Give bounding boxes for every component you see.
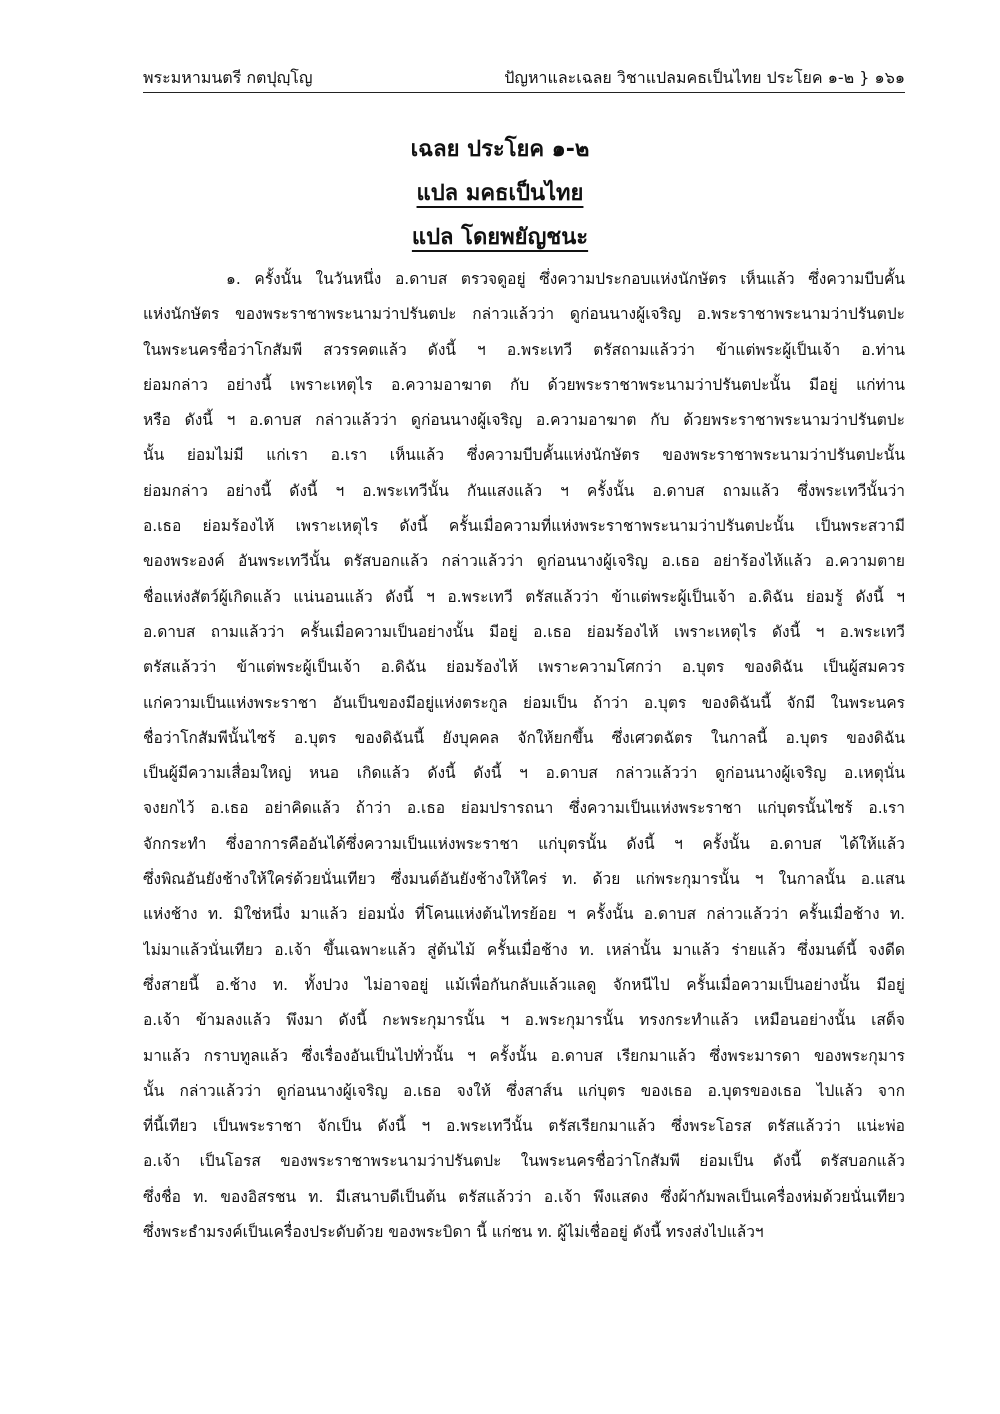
text-line: เป็นผู้มีความเสื่อมใหญ่ หนอ เกิดแล้ว ดังนี้ ดังนี้ ฯ อ.ดาบส กล่าวแล้วว่า ดูก่อนนางผู้เจริญ อ.เหตุนั่น [143, 764, 905, 783]
header-author: พระมหามนตรี กตปุญฺโญ [143, 68, 313, 87]
text-line: ๑. ครั้งนั้น ในวันหนึ่ง อ.ดาบส ตรวจดูอยู่ ซึ่งความประกอบแห่งนักษัตร เห็นแล้ว ซึ่งความบีบคั้น [226, 270, 905, 288]
text-line: อ.ดาบส ถามแล้วว่า ครั้นเมื่อความเป็นอย่างนั้น มีอยู่ อ.เธอ ย่อมร้องไห้ เพราะเหตุไร ดังนี้ ฯ อ.พระเทวี [143, 622, 905, 641]
text-line: ที่นี้เทียว เป็นพระราชา จักเป็น ดังนี้ ฯ อ.พระเทวีนั้น ตรัสเรียกมาแล้ว ซึ่งพระโอรส ตรัสแล้วว่า แน่ะพ่อ [143, 1117, 905, 1136]
text-line: อ.เจ้า ข้ามลงแล้ว พึงมา ดังนี้ กะพระกุมารนั้น ฯ อ.พระกุมารนั้น ทรงกระทำแล้ว เหมือนอย่างนั้น เสด็จ [143, 1011, 905, 1030]
text-line: ซึ่งพระธำมรงค์เป็นเครื่องประดับด้วย ของพระบิดา นี้ แก่ชน ท. ผู้ไม่เชื่ออยู่ ดังนี้ ทรงส่งไปแล้วฯ [143, 1223, 764, 1242]
text-line: จงยกไว้ อ.เธอ อย่าคิดแล้ว ถ้าว่า อ.เธอ ย่อมปรารถนา ซึ่งความเป็นแห่งพระราชา แก่บุตรนั้นไซร้ อ.เรา [143, 799, 905, 818]
text-line: แก่ความเป็นแห่งพระราชา อันเป็นของมีอยู่แห่งตระกูล ย่อมเป็น ถ้าว่า อ.บุตร ของดิฉันนี้ จักมี ในพระนคร [143, 693, 905, 712]
text-line: ในพระนครชื่อว่าโกสัมพี สวรรคตแล้ว ดังนี้ ฯ อ.พระเทวี ตรัสถามแล้วว่า ข้าแต่พระผู้เป็นเจ้า อ.ท่าน [143, 340, 905, 359]
title-answer: เฉลย ประโยค ๑-๒ [410, 137, 590, 162]
text-line: ซึ่งพิณอันยังช้างให้ใคร่ด้วยนั่นเทียว ซึ่งมนต์อันยังช้างให้ใคร่ ท. ด้วย แก่พระกุมารนั้น ฯ ในกาลนั้น อ.แสน [143, 870, 905, 889]
title-block [0, 128, 1000, 260]
text-line: นั้น กล่าวแล้วว่า ดูก่อนนางผู้เจริญ อ.เธอ จงให้ ซึ่งสาส์น แก่บุตร ของเธอ อ.บุตรของเธอ ไปแล้ว จาก [143, 1081, 905, 1100]
text-line: ชื่อว่าโกสัมพีนั้นไซร้ อ.บุตร ของดิฉันนี้ ยังบุคคล จักให้ยกขึ้น ซึ่งเศวตฉัตร ในกาลนี้ อ.บุตร ของดิฉัน [143, 728, 905, 747]
body-text [143, 262, 905, 1250]
header-book-title: ปัญหาและเฉลย วิชาแปลมคธเป็นไทย ประโยค ๑-๒ } ๑๖๑ [504, 68, 905, 87]
text-line: อ.เจ้า เป็นโอรส ของพระราชาพระนามว่าปรันตปะ ในพระนครชื่อว่าโกสัมพี ย่อมเป็น ดังนี้ ตรัสบอกแล้ว [143, 1152, 905, 1171]
text-line: นั้น ย่อมไม่มี แก่เรา อ.เรา เห็นแล้ว ซึ่งความบีบคั้นแห่งนักษัตร ของพระราชาพระนามว่าปรันตปะนั้น [143, 446, 905, 465]
text-line: มาแล้ว กราบทูลแล้ว ซึ่งเรื่องอันเป็นไปทั่วนั้น ฯ ครั้งนั้น อ.ดาบส เรียกมาแล้ว ซึ่งพระมารดา ของพระกุมาร [143, 1046, 905, 1065]
text-line: ซึ่งสายนี้ อ.ช้าง ท. ทั้งปวง ไม่อาจอยู่ แม้เพื่อกันกลับแล้วแลดู จักหนีไป ครั้นเมื่อความเป็นอย่างนั้น มีอยู่ [143, 975, 905, 994]
text-line: แห่งช้าง ท. มิใช่หนึ่ง มาแล้ว ย่อมนั่ง ที่โคนแห่งต้นไทรย้อย ฯ ครั้งนั้น อ.ดาบส กล่าวแล้วว่า ครั้นเมื่อช้าง ท. [143, 905, 905, 924]
text-line: ของพระองค์ อันพระเทวีนั้น ตรัสบอกแล้ว กล่าวแล้วว่า ดูก่อนนางผู้เจริญ อ.เธอ อย่าร้องไห้แล้ว อ.ความตาย [143, 552, 905, 571]
text-line: อ.เธอ ย่อมร้องไห้ เพราะเหตุไร ดังนี้ ครั้นเมื่อความที่แห่งพระราชาพระนามว่าปรันตปะนั้น เป็นพระสวามี [143, 517, 905, 536]
title-translation-method: แปล โดยพยัญชนะ [411, 225, 589, 250]
title-translation-type: แปล มคธเป็นไทย [416, 181, 584, 206]
text-line: ย่อมกล่าว อย่างนี้ เพราะเหตุไร อ.ความอาฆาต กับ ด้วยพระราชาพระนามว่าปรันตปะนั้น มีอยู่ แก่ท่าน [143, 375, 905, 394]
page-header [143, 62, 905, 93]
text-line: ซึ่งชื่อ ท. ของอิสรชน ท. มีเสนาบดีเป็นต้น ตรัสแล้วว่า อ.เจ้า พึงแสดง ซึ่งผ้ากัมพลเป็นเครื่องห่มด้วยนั่นเทียว [143, 1187, 905, 1206]
text-line: หรือ ดังนี้ ฯ อ.ดาบส กล่าวแล้วว่า ดูก่อนนางผู้เจริญ อ.ความอาฆาต กับ ด้วยพระราชาพระนามว่าปรันตปะ [143, 411, 905, 430]
text-line: ตรัสแล้วว่า ข้าแต่พระผู้เป็นเจ้า อ.ดิฉัน ย่อมร้องไห้ เพราะความโศกว่า อ.บุตร ของดิฉัน เป็นผู้สมควร [143, 658, 905, 677]
text-line: ย่อมกล่าว อย่างนี้ ดังนี้ ฯ อ.พระเทวีนั้น กันแสงแล้ว ฯ ครั้งนั้น อ.ดาบส ถามแล้ว ซึ่งพระเทวีนั้นว่า [143, 481, 905, 500]
text-line: ชื่อแห่งสัตว์ผู้เกิดแล้ว แน่นอนแล้ว ดังนี้ ฯ อ.พระเทวี ตรัสแล้วว่า ข้าแต่พระผู้เป็นเจ้า อ.ดิฉัน ย่อมรู้ ดังนี้ ฯ [143, 587, 905, 606]
text-line: แห่งนักษัตร ของพระราชาพระนามว่าปรันตปะ กล่าวแล้วว่า ดูก่อนนางผู้เจริญ อ.พระราชาพระนามว่าปรันตปะ [143, 305, 905, 324]
text-line: จักกระทำ ซึ่งอาการคืออันได้ซึ่งความเป็นแห่งพระราชา แก่บุตรนั้น ดังนี้ ฯ ครั้งนั้น อ.ดาบส ได้ให้แล้ว [143, 834, 905, 853]
text-line: ไม่มาแล้วนั่นเทียว อ.เจ้า ขึ้นเฉพาะแล้ว สู่ต้นไม้ ครั้นเมื่อช้าง ท. เหล่านั้น มาแล้ว ร่ายแล้ว ซึ่งมนต์นี้ จงดีด [143, 940, 905, 959]
